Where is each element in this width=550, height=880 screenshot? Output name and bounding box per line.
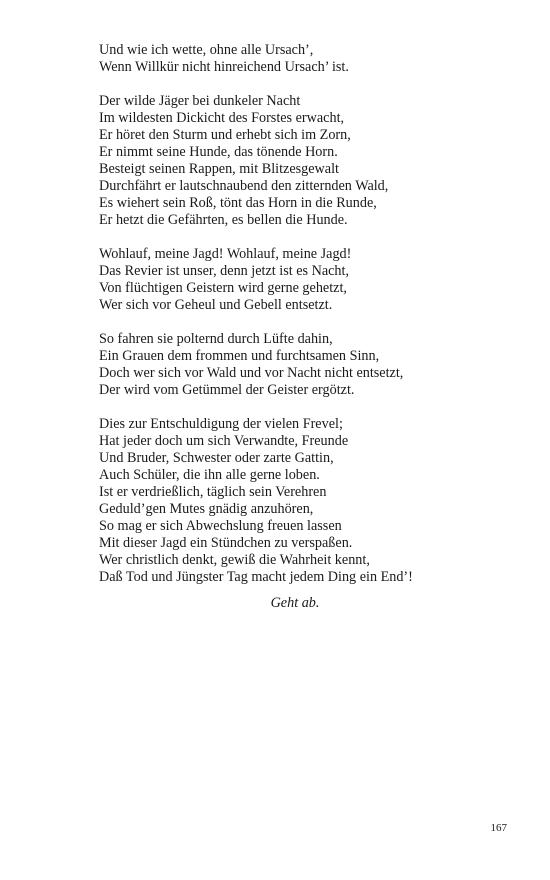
verse-line: Geduld’gen Mutes gnädig anzuhören,: [99, 501, 314, 517]
verse-line: Ist er verdrießlich, täglich sein Verehren: [99, 484, 327, 500]
verse-line: So mag er sich Abwechslung freuen lassen: [99, 518, 342, 534]
verse-line: Wer sich vor Geheul und Gebell entsetzt.: [99, 297, 333, 313]
stage-direction-text: Geht ab.: [270, 595, 320, 611]
verse-line: Hat jeder doch um sich Verwandte, Freunde: [99, 433, 349, 449]
stanza: [99, 42, 499, 76]
verse-line: Mit dieser Jagd ein Stündchen zu verspaßen.: [99, 535, 353, 551]
page-number: 167: [490, 822, 507, 834]
verse-line: Er nimmt seine Hunde, das tönende Horn.: [99, 144, 338, 160]
verse-line: So fahren sie polternd durch Lüfte dahin,: [99, 331, 333, 347]
stanza: [99, 416, 499, 586]
verse-line: Und wie ich wette, ohne alle Ursach’,: [99, 42, 314, 58]
verse-line: Das Revier ist unser, denn jetzt ist es Nacht,: [99, 263, 350, 279]
verse-line: Wenn Willkür nicht hinreichend Ursach’ ist.: [99, 59, 349, 75]
verse-line: Wohlauf, meine Jagd! Wohlauf, meine Jagd!: [99, 246, 352, 262]
verse-line: Durchfährt er lautschnaubend den zitternden Wald,: [99, 178, 389, 194]
verse-line: Er hetzt die Gefährten, es bellen die Hunde.: [99, 212, 348, 228]
stanza: [99, 93, 499, 229]
verse-line: Doch wer sich vor Wald und vor Nacht nicht entsetzt,: [99, 365, 404, 381]
verse-line: Besteigt seinen Rappen, mit Blitzesgewalt: [99, 161, 339, 177]
verse-line: Der wird vom Getümmel der Geister ergötzt.: [99, 382, 355, 398]
verse-line: Er höret den Sturm und erhebt sich im Zorn,: [99, 127, 351, 143]
verse-line: Von flüchtigen Geistern wird gerne gehetzt,: [99, 280, 347, 296]
verse-line: Ein Grauen dem frommen und furchtsamen Sinn,: [99, 348, 380, 364]
poem-text: [99, 42, 499, 603]
verse-line: Auch Schüler, die ihn alle gerne loben.: [99, 467, 320, 483]
stanza: [99, 246, 499, 314]
stage-direction: [0, 595, 550, 612]
verse-line: Der wilde Jäger bei dunkeler Nacht: [99, 93, 301, 109]
verse-line: Dies zur Entschuldigung der vielen Frevel;: [99, 416, 343, 432]
verse-line: Wer christlich denkt, gewiß die Wahrheit kennt,: [99, 552, 370, 568]
stanza: [99, 331, 499, 399]
verse-line: Es wiehert sein Roß, tönt das Horn in die Runde,: [99, 195, 377, 211]
verse-line: Und Bruder, Schwester oder zarte Gattin,: [99, 450, 334, 466]
verse-line: Daß Tod und Jüngster Tag macht jedem Ding ein End’!: [99, 569, 413, 585]
verse-line: Im wildesten Dickicht des Forstes erwacht,: [99, 110, 345, 126]
